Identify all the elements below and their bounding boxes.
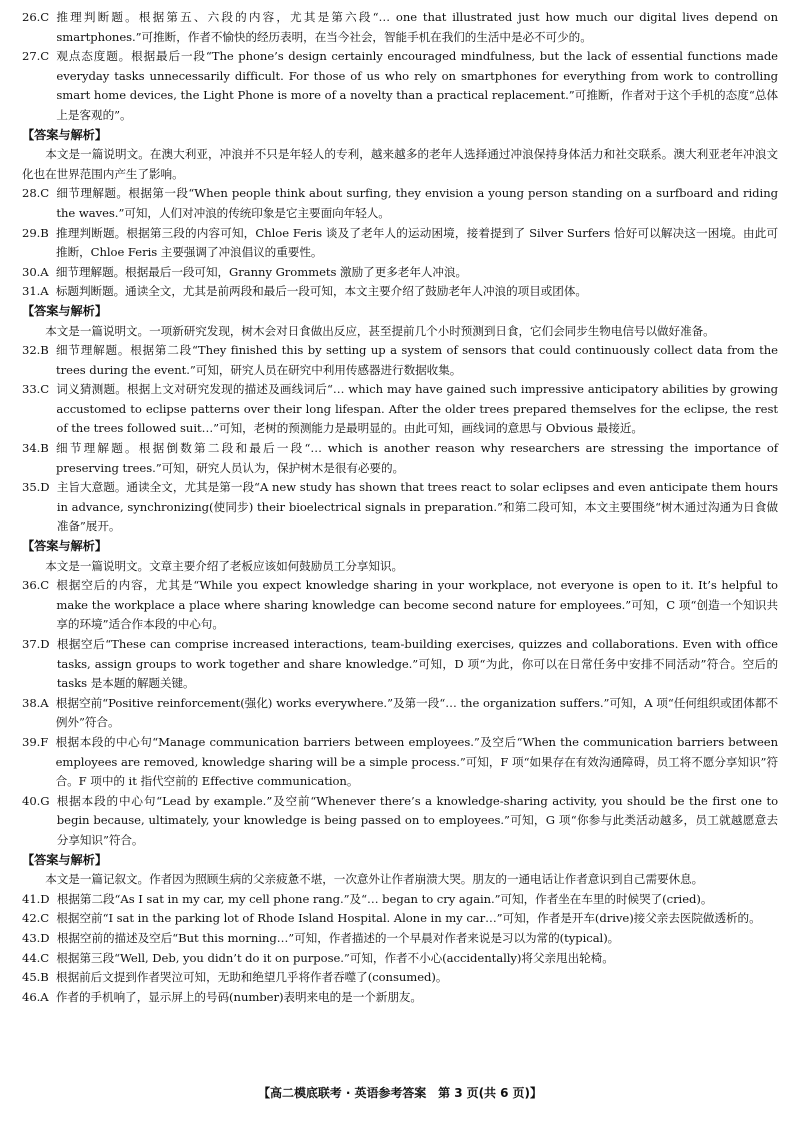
answer-item — [22, 263, 778, 283]
answer-number: 41.D — [22, 891, 57, 906]
section-heading: 【答案与解析】 — [22, 303, 107, 318]
answer-number: 39.F — [22, 734, 56, 749]
answer-number: 26.C — [22, 10, 57, 24]
answer-item — [22, 224, 778, 263]
answer-explanation: 细节理解题。根据第二段“They finished this by setting up a system of sensors that could continuously collect data from the trees during the event.”可知，研究人员在研究中利用传感器进行数据收集。 — [56, 343, 778, 377]
answer-item — [22, 890, 778, 910]
answer-explanation: 细节理解题。根据第一段“When people think about surfing, they envision a young person standing on a surfboard and riding the waves.”可知，人们对冲浪的传统印象是它主要面向年轻人。 — [56, 186, 778, 220]
answer-number: 40.G — [22, 793, 57, 808]
answer-item — [22, 576, 778, 635]
section-intro: 本文是一篇说明文。在澳大利亚，冲浪并不只是年轻人的专利，越来越多的老年人选择通过冲浪保持身体活力和社交联系。澳大利亚老年冲浪文化也在世界范围内产生了影响。 — [22, 147, 778, 181]
answer-explanation: 根据第二段“As I sat in my car, my cell phone rang.”及“… began to cry again.”可知，作者坐在车里的时候哭了(cried)。 — [56, 891, 713, 906]
section-heading: 【答案与解析】 — [22, 127, 107, 142]
answer-explanation: 根据空前“Positive reinforcement(强化) works everywhere.”及第一段“… the organization suffers.”可知，A 项“任何组织或团体都不例外”符合。 — [55, 695, 778, 730]
answer-number: 29.B — [22, 225, 57, 240]
answer-content — [22, 8, 778, 1007]
answer-item — [22, 988, 778, 1008]
answer-item — [22, 8, 778, 47]
answer-number: 27.C — [22, 49, 57, 64]
answer-item — [22, 694, 778, 733]
answer-item — [22, 439, 778, 478]
answer-number: 45.B — [22, 970, 57, 985]
answer-number: 31.A — [22, 284, 56, 299]
answer-explanation: 根据本段的中心句“Manage communication barriers between employees.”及空后“When the communication barriers between employees are removed, knowledge sharing will be a simple process.”可知，F 项“如果存在有效沟通障碍，员工将不愿分享知识”符合。F 项中的 it 指代空前的 Effective communication。 — [55, 734, 778, 789]
answer-item — [22, 47, 778, 125]
answer-item — [22, 968, 778, 988]
section-intro: 本文是一篇说明文。一项新研究发现，树木会对日食做出反应，甚至提前几个小时预测到日食，它们会同步生物电信号以做好准备。 — [45, 323, 715, 338]
answer-explanation: 根据空后的内容，尤其是“While you expect knowledge sharing in your workplace, not everyone is open to it. It’s helpful to make the workplace a place where sharing knowledge can become second nature for employees.”可知，C 项“创造一个知识共享的环境”适合作本段的中心句。 — [56, 578, 778, 632]
section-intro: 本文是一篇记叙文。作者因为照顾生病的父亲疲惫不堪，一次意外让作者崩溃大哭。朋友的一通电话让作者意识到自己需要休息。 — [45, 872, 704, 887]
answer-number: 37.D — [22, 637, 57, 651]
answer-item — [22, 635, 778, 694]
answer-item — [22, 282, 778, 302]
answer-explanation: 根据空前“I sat in the parking lot of Rhode Island Hospital. Alone in my car…”可知，作者是开车(drive)接父亲去医院做透析的。 — [56, 911, 761, 926]
answer-item — [22, 792, 778, 851]
answer-explanation: 细节理解题。根据最后一段可知，Granny Grommets 激励了更多老年人冲浪。 — [55, 264, 468, 279]
section-heading: 【答案与解析】 — [22, 539, 107, 554]
section-heading: 【答案与解析】 — [22, 852, 107, 867]
answer-explanation: 观点态度题。根据最后一段“The phone’s design certainly encouraged mindfulness, but the lack of essential functions made everyday tasks unnecessarily difficult. For those of us who rely on smartphones for everything from work to controlling smart home devices, the Light Phone is more of a novelty than a practical replacement.”可推断，作者对于这个手机的态度“总体上是客观的”。 — [56, 49, 778, 122]
answer-number: 30.A — [22, 264, 56, 279]
answer-explanation: 词义猜测题。根据上文对研究发现的描述及画线词后“… which may have gained such impressive anticipatory abilities by growing accustomed to eclipse patterns over their long lifespan. After the older trees prepared themselves for the eclipse, the rest of the trees followed suit…”可知，老树的预测能力是最明显的。由此可知，画线词的意思与 Obvious 最接近。 — [56, 382, 778, 436]
answer-explanation: 根据本段的中心句“Lead by example.”及空前“Whenever there’s a knowledge-sharing activity, you should be the first one to begin because, ultimately, your knowledge is being passed on to employees.”可知，G 项“你参与此类活动越多，员工就越愿意去分享知识”符合。 — [56, 793, 778, 847]
answer-item — [22, 949, 778, 969]
answer-number: 32.B — [22, 343, 57, 358]
answer-item — [22, 341, 778, 380]
answer-explanation: 作者的手机响了，显示屏上的号码(number)表明来电的是一个新朋友。 — [55, 989, 422, 1004]
answer-explanation: 推理判断题。根据第五、六段的内容，尤其是第六段“… one that illustrated just how much our digital lives depend on smartphones.”可推断，作者不愉快的经历表明，在当今社会，智能手机在我们的生活中是必不可少的。 — [56, 10, 778, 44]
page-footer: 【高二模底联考 · 英语参考答案 第 3 页(共 6 页)】 — [258, 1086, 542, 1101]
answer-number: 36.C — [22, 578, 57, 593]
answer-explanation: 根据空前的描述及空后“But this morning…”可知，作者描述的一个早晨对作者来说是习以为常的(typical)。 — [56, 930, 620, 945]
answer-number: 44.C — [22, 950, 57, 965]
answer-item — [22, 380, 778, 439]
answer-item — [22, 909, 778, 929]
section-intro: 本文是一篇说明文。文章主要介绍了老板应该如何鼓励员工分享知识。 — [45, 558, 404, 573]
answer-explanation: 主旨大意题。通读全文，尤其是第一段“A new study has shown that trees react to solar eclipses and even anticipate them hours in advance, synchronizing(使同步) their bioelectrical signals in preparation.”和第二段可知，本文主要围绕“树木通过沟通为日食做准备”展开。 — [56, 480, 778, 534]
answer-number: 33.C — [22, 382, 57, 397]
answer-explanation: 推理判断题。根据第三段的内容可知，Chloe Feris 谈及了老年人的运动困境，接着提到了 Silver Surfers 恰好可以解决这一困境。由此可推断，Chloe Feris 主要强调了冲浪倡议的重要性。 — [56, 225, 778, 260]
answer-item — [22, 184, 778, 223]
answer-number: 43.D — [22, 930, 57, 945]
answer-number: 34.B — [22, 441, 57, 456]
answer-item — [22, 929, 778, 949]
answer-item — [22, 478, 778, 537]
answer-number: 28.C — [22, 186, 57, 201]
answer-explanation: 根据前后文提到作者哭泣可知，无助和绝望几乎将作者吞噬了(consumed)。 — [56, 970, 448, 985]
answer-explanation: 细节理解题。根据倒数第二段和最后一段“… which is another reason why researchers are stressing the importance of preserving trees.”可知，研究人员认为，保护树木是很有必要的。 — [56, 441, 778, 475]
answer-number: 46.A — [22, 989, 56, 1004]
answer-explanation: 根据空后“These can comprise increased interactions, team-building exercises, quizzes and collaborations. Even with office tasks, assign groups to work together and share knowledge.”可知，D 项“为此，你可以在日常任务中安排不同活动”符合。空后的 tasks 是本题的解题关键。 — [56, 637, 778, 691]
answer-number: 42.C — [22, 911, 57, 926]
answer-explanation: 标题判断题。通读全文，尤其是前两段和最后一段可知，本文主要介绍了鼓励老年人冲浪的项目或团体。 — [55, 284, 587, 299]
answer-number: 35.D — [22, 480, 57, 495]
answer-number: 38.A — [22, 695, 56, 710]
answer-item — [22, 733, 778, 792]
answer-explanation: 根据第三段“Well, Deb, you didn’t do it on purpose.”可知，作者不小心(accidentally)将父亲甩出轮椅。 — [56, 950, 614, 965]
